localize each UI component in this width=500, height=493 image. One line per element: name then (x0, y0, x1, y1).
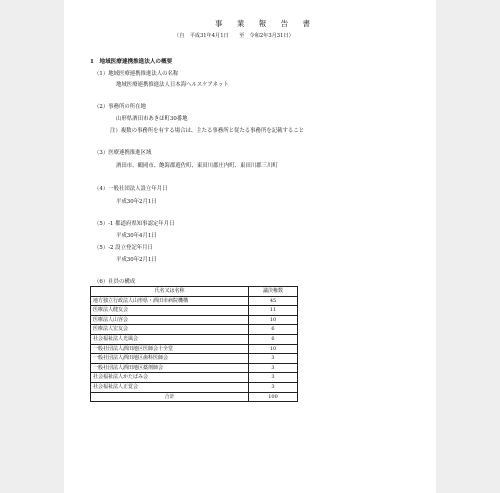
table-row (91, 325, 298, 335)
item-label-registered: （5）-2 設立登記年月日 (94, 245, 153, 251)
item-label-name: （1）地域医療連携推進法人の名称 (94, 71, 179, 77)
item-value-certified: 平成30年4月1日 (116, 233, 157, 239)
table-row (91, 373, 298, 383)
item-note-address: 注）複数の事務所を有する場合は、主たる事務所と従たる事務所を記載すること (110, 128, 305, 134)
table-row (91, 296, 298, 306)
table-row (91, 363, 298, 373)
member-votes: 10 (249, 344, 298, 354)
item-label-region: （3）医療連携推進区域 (94, 150, 152, 156)
item-value-region: 酒田市、鶴岡市、飽海郡遊佐町、東田川郡庄内町、東田川郡三川町 (116, 163, 278, 169)
member-name: 一般社団法人酒田地区歯科医師会 (91, 354, 249, 364)
member-votes: 3 (249, 354, 298, 364)
item-value-name: 地域医療連携推進法人日本海ヘルスケアネット (116, 82, 229, 88)
total-label: 合計 (91, 392, 249, 402)
table-row (91, 344, 298, 354)
table-header-row (91, 287, 298, 297)
document-page (64, 0, 436, 493)
member-name: 社会福祉法人光風会 (91, 334, 249, 344)
member-name: 地方独立行政法人山形県・酒田市病院機構 (91, 296, 249, 306)
member-votes: 11 (249, 306, 298, 316)
member-votes: 3 (249, 363, 298, 373)
item-label-address: （2）事務所の所在地 (94, 104, 146, 110)
member-votes: 6 (249, 334, 298, 344)
member-votes: 10 (249, 315, 298, 325)
item-label-established: （4）一般社団法人設立年月日 (94, 186, 168, 192)
member-name: 一般社団法人酒田地区医師会十全堂 (91, 344, 249, 354)
table-row (91, 354, 298, 364)
member-votes: 45 (249, 296, 298, 306)
member-votes: 6 (249, 325, 298, 335)
member-name: 医療法人健友会 (91, 306, 249, 316)
section-heading: 1 地域医療連携推進法人の概要 (90, 59, 173, 65)
members-table (90, 286, 298, 402)
item-label-members: （6）社員の構成 (94, 279, 136, 285)
table-row (91, 334, 298, 344)
member-name: 一般社団法人酒田地区薬剤師会 (91, 363, 249, 373)
column-header-votes: 議決権数 (249, 287, 298, 297)
item-value-address: 山形県酒田市あきほ町30番地 (116, 116, 188, 122)
member-name: 医療法人山容会 (91, 315, 249, 325)
table-row (91, 306, 298, 316)
table-total-row (91, 392, 298, 402)
column-header-name: 氏名又は名称 (91, 287, 249, 297)
member-votes: 3 (249, 373, 298, 383)
item-value-registered: 平成30年2月1日 (116, 257, 157, 263)
member-name: 社会福祉法人正覚会 (91, 382, 249, 392)
total-value: 100 (249, 392, 298, 402)
member-votes: 3 (249, 382, 298, 392)
item-value-established: 平成30年2月1日 (116, 199, 157, 205)
document-title: 事 業 報 告 書 (215, 19, 317, 28)
item-label-certified: （5）-1 都道府県知事認定年月日 (94, 221, 175, 227)
fiscal-period: （自 平成31年4月1日 至 令和2年3月31日） (174, 33, 294, 39)
member-name: 医療法人宏友会 (91, 325, 249, 335)
member-name: 社会福祉法人かたばみ会 (91, 373, 249, 383)
table-row (91, 382, 298, 392)
table-row (91, 315, 298, 325)
